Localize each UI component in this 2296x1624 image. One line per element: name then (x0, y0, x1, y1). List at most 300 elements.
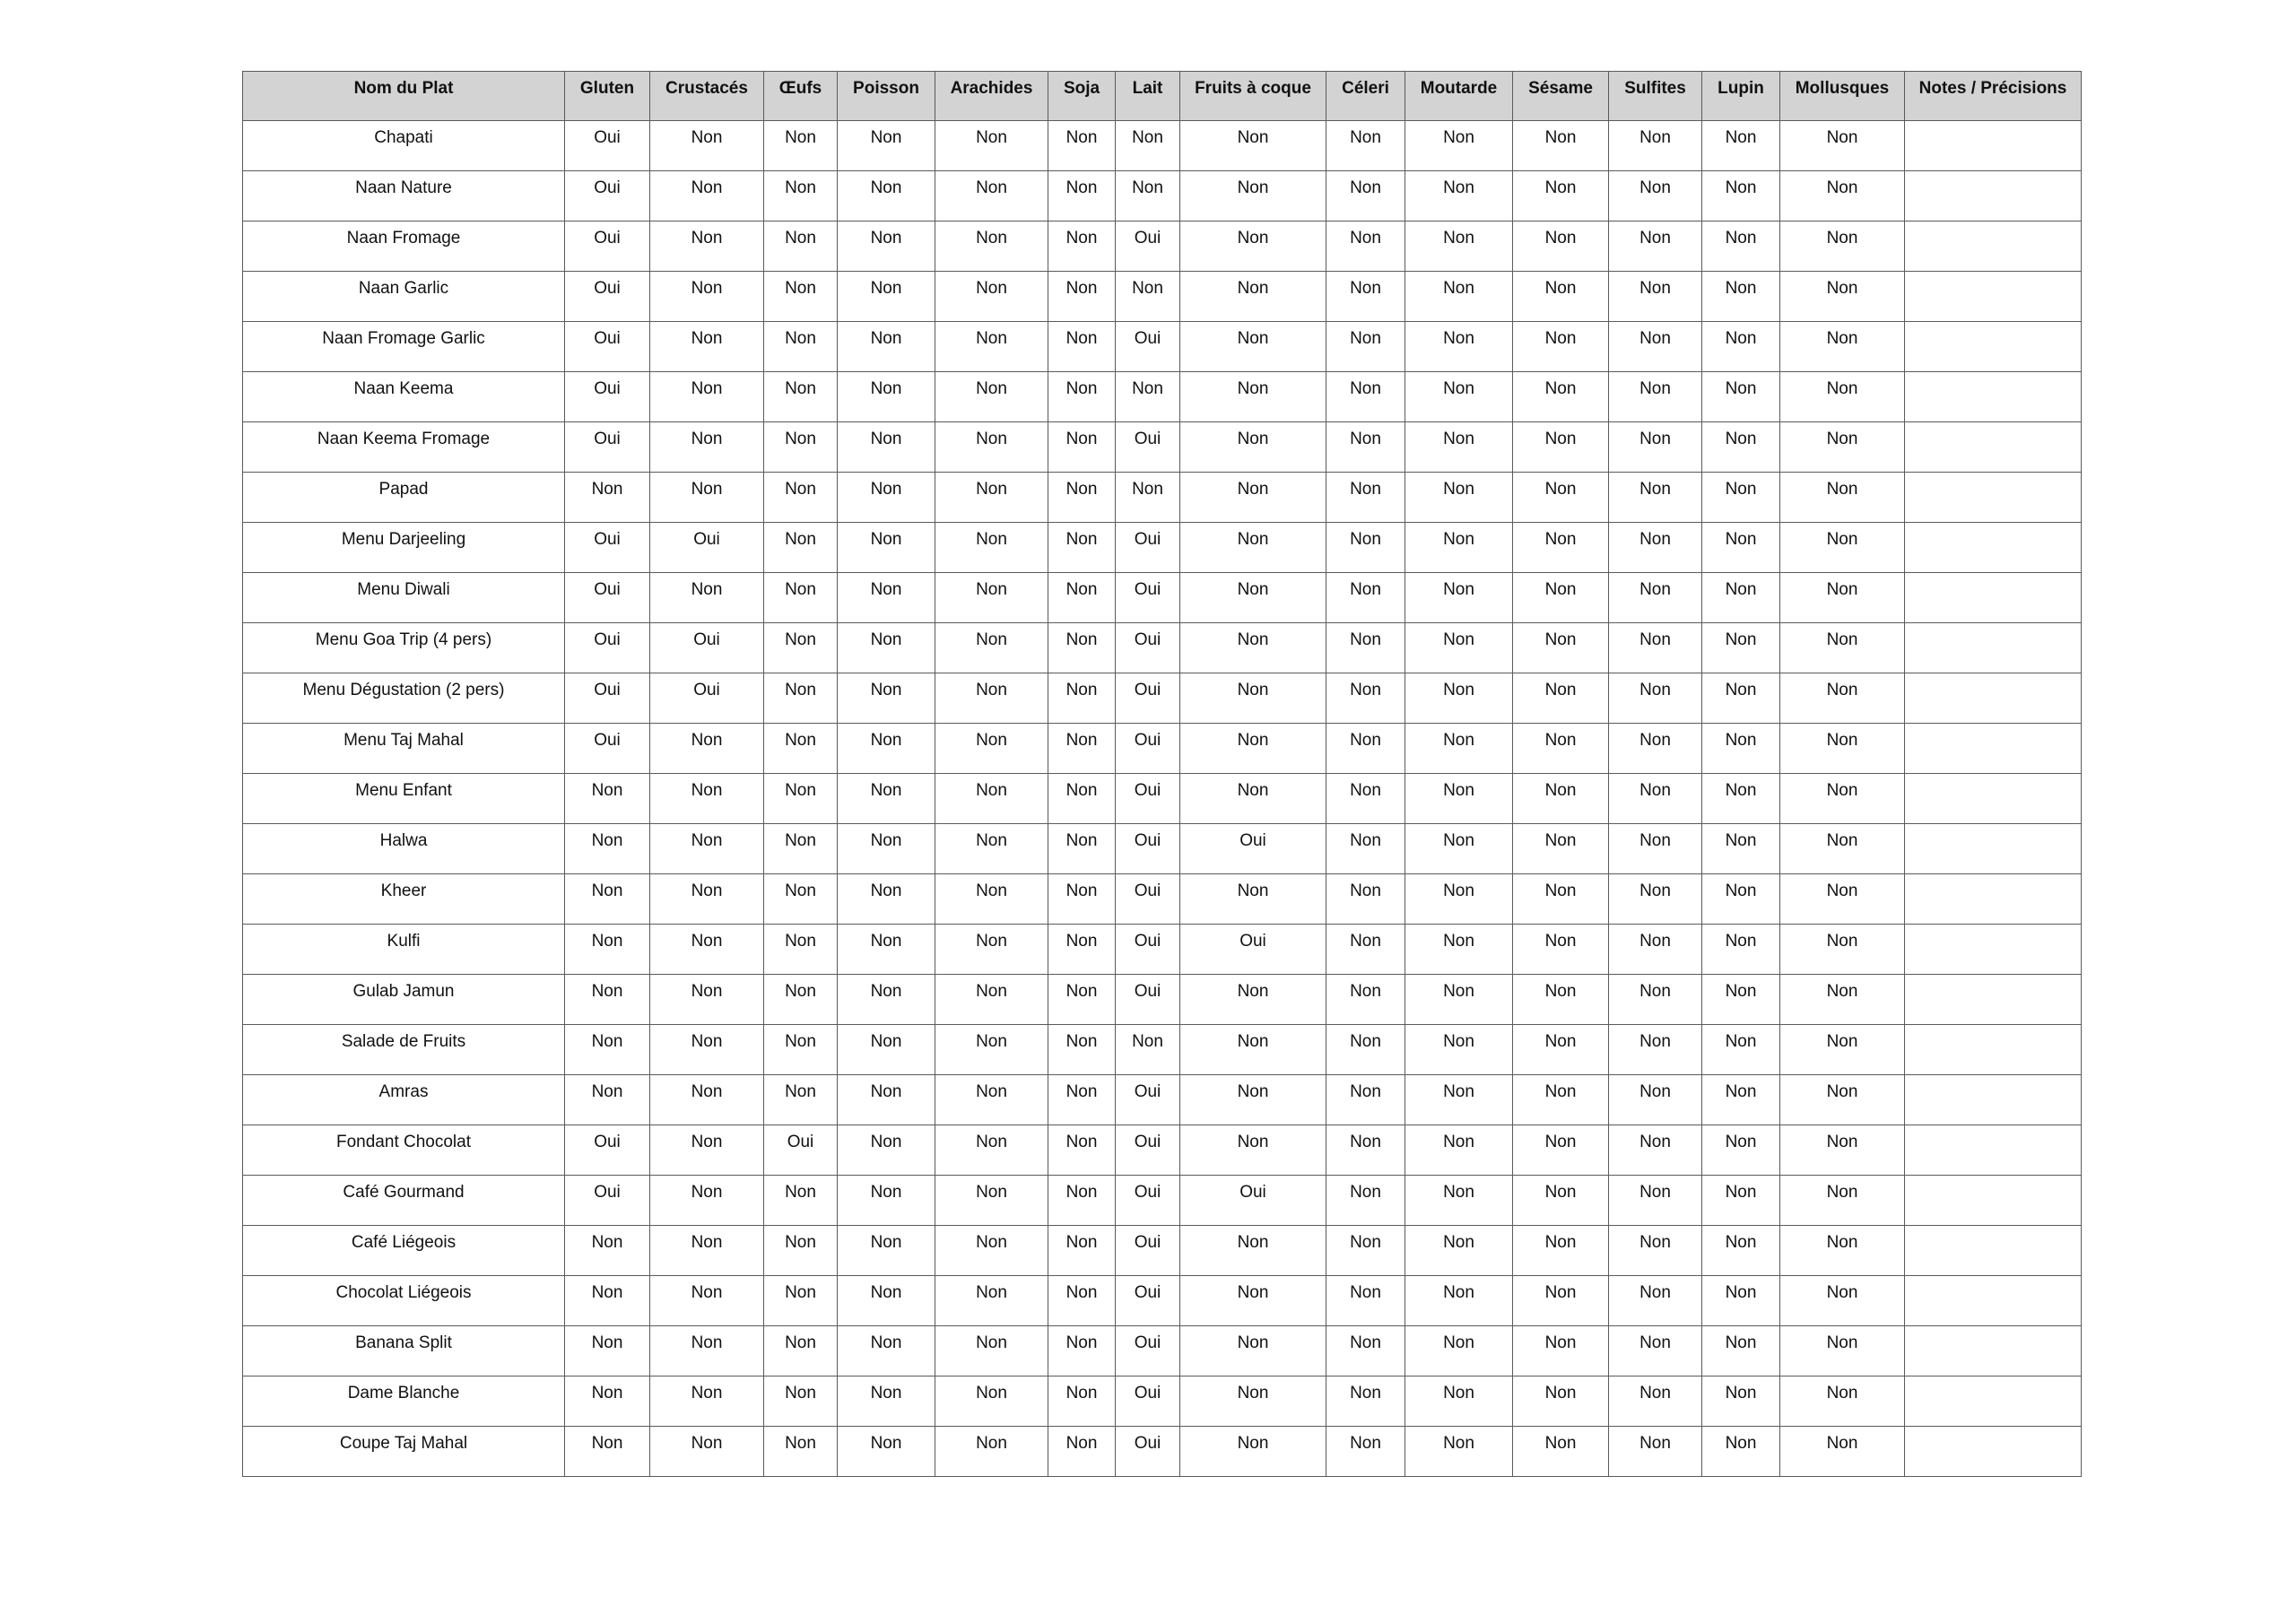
table-cell: Non (1180, 523, 1326, 573)
column-header: Sésame (1513, 72, 1609, 121)
dish-name-cell: Chapati (243, 121, 565, 171)
table-cell: Non (1609, 1427, 1702, 1477)
table-cell: Non (1326, 1226, 1405, 1276)
table-cell: Non (565, 975, 650, 1025)
table-cell: Non (935, 925, 1048, 975)
table-cell: Oui (1116, 1226, 1180, 1276)
table-cell: Non (1326, 724, 1405, 774)
table-cell: Non (1180, 975, 1326, 1025)
table-cell: Non (1405, 724, 1513, 774)
table-cell: Non (650, 1176, 764, 1226)
table-cell: Oui (1116, 523, 1180, 573)
table-cell: Non (1180, 1376, 1326, 1427)
table-cell: Non (1609, 925, 1702, 975)
table-cell: Non (1048, 1226, 1116, 1276)
table-cell: Non (565, 1025, 650, 1075)
table-cell: Non (1513, 322, 1609, 372)
table-cell: Oui (565, 322, 650, 372)
table-cell: Non (1326, 121, 1405, 171)
table-cell: Non (1780, 1125, 1905, 1176)
table-cell: Non (1609, 171, 1702, 221)
table-cell: Non (935, 1326, 1048, 1376)
table-cell: Oui (565, 121, 650, 171)
table-cell: Non (764, 372, 838, 422)
table-cell: Non (1405, 874, 1513, 925)
table-cell: Non (935, 1075, 1048, 1125)
table-cell: Non (935, 1276, 1048, 1326)
table-cell: Non (1780, 975, 1905, 1025)
table-cell: Oui (565, 724, 650, 774)
column-header: Mollusques (1780, 72, 1905, 121)
table-cell: Oui (1180, 1176, 1326, 1226)
table-cell (1905, 1276, 2082, 1326)
table-cell: Non (1180, 1276, 1326, 1326)
table-cell: Non (1780, 1226, 1905, 1276)
table-cell: Non (565, 925, 650, 975)
table-cell: Non (1702, 874, 1780, 925)
table-cell: Non (650, 221, 764, 272)
table-cell: Non (1048, 171, 1116, 221)
table-cell: Non (838, 1176, 935, 1226)
table-cell (1905, 573, 2082, 623)
table-header (243, 72, 2082, 121)
table-cell: Non (1326, 422, 1405, 473)
table-cell: Oui (565, 1176, 650, 1226)
table-cell: Non (1609, 1025, 1702, 1075)
table-cell: Non (1702, 422, 1780, 473)
table-cell: Non (838, 372, 935, 422)
table-cell: Non (1702, 372, 1780, 422)
table-cell: Non (838, 1326, 935, 1376)
table-cell: Non (650, 1226, 764, 1276)
table-cell: Non (1513, 874, 1609, 925)
table-cell: Non (1702, 573, 1780, 623)
table-cell: Non (838, 925, 935, 975)
table-cell: Non (935, 623, 1048, 673)
table-cell: Non (838, 121, 935, 171)
table-cell: Non (1513, 473, 1609, 523)
dish-name-cell: Kheer (243, 874, 565, 925)
table-cell: Non (1609, 422, 1702, 473)
table-cell: Non (838, 1226, 935, 1276)
table-cell: Non (1326, 623, 1405, 673)
table-cell: Non (565, 1075, 650, 1125)
column-header: Œufs (764, 72, 838, 121)
table-cell: Non (565, 874, 650, 925)
table-cell: Non (650, 121, 764, 171)
table-cell: Non (1180, 272, 1326, 322)
table-cell: Non (565, 774, 650, 824)
column-header: Soja (1048, 72, 1116, 121)
table-cell: Oui (565, 422, 650, 473)
table-row (243, 372, 2082, 422)
table-cell: Oui (565, 523, 650, 573)
table-row (243, 673, 2082, 724)
table-cell: Non (1326, 874, 1405, 925)
table-cell: Non (565, 1427, 650, 1477)
table-cell: Non (1180, 1226, 1326, 1276)
dish-name-cell: Papad (243, 473, 565, 523)
table-cell: Non (1609, 272, 1702, 322)
table-cell: Non (1780, 523, 1905, 573)
table-cell: Non (1780, 673, 1905, 724)
table-body (243, 121, 2082, 1477)
table-cell: Oui (1116, 1176, 1180, 1226)
table-cell (1905, 774, 2082, 824)
table-cell: Non (1180, 874, 1326, 925)
table-cell (1905, 1376, 2082, 1427)
table-cell: Non (1326, 272, 1405, 322)
table-cell: Oui (1116, 774, 1180, 824)
table-cell: Non (1702, 221, 1780, 272)
table-cell: Non (1513, 824, 1609, 874)
table-cell: Oui (565, 171, 650, 221)
table-cell: Non (1609, 874, 1702, 925)
table-cell: Non (1702, 523, 1780, 573)
table-cell: Non (1180, 1075, 1326, 1125)
table-cell: Oui (1116, 1427, 1180, 1477)
table-cell: Non (650, 774, 764, 824)
table-cell (1905, 523, 2082, 573)
table-cell: Non (1405, 975, 1513, 1025)
column-header: Poisson (838, 72, 935, 121)
table-cell: Non (1180, 121, 1326, 171)
table-cell: Non (1702, 1427, 1780, 1477)
table-cell: Oui (1116, 573, 1180, 623)
table-cell: Non (1405, 372, 1513, 422)
table-cell: Non (1513, 1075, 1609, 1125)
dish-name-cell: Banana Split (243, 1326, 565, 1376)
table-cell: Non (1326, 1025, 1405, 1075)
column-header: Lupin (1702, 72, 1780, 121)
dish-name-cell: Menu Diwali (243, 573, 565, 623)
table-cell: Non (1780, 473, 1905, 523)
table-cell: Non (650, 1025, 764, 1075)
table-cell: Non (1180, 774, 1326, 824)
dish-name-cell: Menu Goa Trip (4 pers) (243, 623, 565, 673)
column-header: Nom du Plat (243, 72, 565, 121)
table-cell (1905, 272, 2082, 322)
table-cell: Non (935, 171, 1048, 221)
table-cell: Non (650, 874, 764, 925)
table-cell (1905, 1226, 2082, 1276)
table-cell: Non (764, 925, 838, 975)
column-header: Crustacés (650, 72, 764, 121)
table-row (243, 623, 2082, 673)
column-header: Notes / Précisions (1905, 72, 2082, 121)
column-header: Arachides (935, 72, 1048, 121)
table-cell: Non (838, 523, 935, 573)
table-row (243, 824, 2082, 874)
table-cell: Non (838, 874, 935, 925)
table-cell (1905, 422, 2082, 473)
table-cell: Non (1326, 1427, 1405, 1477)
table-cell: Oui (565, 673, 650, 724)
table-cell: Non (1702, 1326, 1780, 1376)
table-cell: Non (1180, 1025, 1326, 1075)
table-cell: Non (838, 1276, 935, 1326)
table-cell: Oui (1116, 724, 1180, 774)
table-cell: Non (1609, 1376, 1702, 1427)
table-cell: Non (650, 372, 764, 422)
table-cell: Non (1780, 774, 1905, 824)
table-cell: Non (764, 272, 838, 322)
table-cell: Non (1116, 1025, 1180, 1075)
table-cell: Non (650, 473, 764, 523)
table-cell: Oui (1116, 1075, 1180, 1125)
table-cell: Non (764, 121, 838, 171)
table-cell: Oui (565, 272, 650, 322)
table-cell: Oui (1116, 1276, 1180, 1326)
table-cell: Non (1780, 121, 1905, 171)
table-cell: Non (1780, 1326, 1905, 1376)
table-cell: Non (1326, 1125, 1405, 1176)
table-cell: Non (764, 473, 838, 523)
table-cell: Non (1702, 1125, 1780, 1176)
dish-name-cell: Menu Taj Mahal (243, 724, 565, 774)
dish-name-cell: Naan Keema Fromage (243, 422, 565, 473)
table-cell: Non (1780, 422, 1905, 473)
table-cell: Non (1780, 1276, 1905, 1326)
table-cell: Non (1326, 975, 1405, 1025)
table-cell: Non (838, 272, 935, 322)
table-cell: Oui (650, 523, 764, 573)
table-cell: Non (650, 925, 764, 975)
table-cell: Non (838, 673, 935, 724)
dish-name-cell: Naan Fromage (243, 221, 565, 272)
table-cell: Non (1405, 523, 1513, 573)
table-row (243, 774, 2082, 824)
table-cell: Non (1780, 1025, 1905, 1075)
table-cell: Non (650, 724, 764, 774)
table-cell: Non (1326, 523, 1405, 573)
table-cell (1905, 322, 2082, 372)
table-cell: Non (1609, 473, 1702, 523)
dish-name-cell: Salade de Fruits (243, 1025, 565, 1075)
table-cell: Non (838, 422, 935, 473)
table-cell: Non (1326, 925, 1405, 975)
table-cell: Non (1405, 322, 1513, 372)
table-cell: Oui (1116, 874, 1180, 925)
table-cell: Non (1405, 623, 1513, 673)
table-cell: Non (1180, 673, 1326, 724)
table-cell: Non (935, 473, 1048, 523)
table-cell: Non (1513, 1376, 1609, 1427)
table-cell: Non (1048, 221, 1116, 272)
table-cell: Non (1180, 623, 1326, 673)
table-cell: Non (1048, 322, 1116, 372)
table-cell: Non (935, 1125, 1048, 1176)
table-cell: Non (838, 623, 935, 673)
table-cell (1905, 221, 2082, 272)
table-row (243, 1427, 2082, 1477)
dish-name-cell: Naan Keema (243, 372, 565, 422)
table-cell: Non (1048, 975, 1116, 1025)
table-cell: Non (1048, 774, 1116, 824)
table-cell: Non (1780, 272, 1905, 322)
table-cell: Non (1513, 171, 1609, 221)
dish-name-cell: Amras (243, 1075, 565, 1125)
table-cell: Non (1405, 573, 1513, 623)
table-cell: Non (1405, 272, 1513, 322)
table-cell: Oui (764, 1125, 838, 1176)
table-cell: Non (1405, 925, 1513, 975)
table-cell: Non (650, 272, 764, 322)
table-cell: Non (1513, 1326, 1609, 1376)
table-cell: Non (1048, 523, 1116, 573)
table-cell: Non (935, 523, 1048, 573)
table-cell: Non (935, 372, 1048, 422)
table-cell: Oui (1116, 1125, 1180, 1176)
table-row (243, 1125, 2082, 1176)
table-cell: Non (1609, 1326, 1702, 1376)
table-cell: Non (1405, 1427, 1513, 1477)
table-cell: Oui (1116, 322, 1180, 372)
table-cell: Non (1513, 975, 1609, 1025)
table-cell: Non (1048, 874, 1116, 925)
table-cell: Non (764, 874, 838, 925)
table-cell: Oui (1116, 824, 1180, 874)
table-cell: Non (1405, 121, 1513, 171)
table-row (243, 322, 2082, 372)
table-cell: Non (764, 1025, 838, 1075)
table-cell: Non (650, 1276, 764, 1326)
table-cell: Non (1780, 221, 1905, 272)
table-cell: Non (1116, 171, 1180, 221)
dish-name-cell: Menu Enfant (243, 774, 565, 824)
table-cell: Non (935, 322, 1048, 372)
table-cell: Non (1702, 724, 1780, 774)
table-cell: Non (935, 121, 1048, 171)
table-cell: Non (1048, 121, 1116, 171)
dish-name-cell: Menu Darjeeling (243, 523, 565, 573)
table-cell: Non (838, 724, 935, 774)
column-header: Céleri (1326, 72, 1405, 121)
table-cell: Non (1780, 623, 1905, 673)
table-cell: Non (764, 573, 838, 623)
table-cell: Non (935, 573, 1048, 623)
dish-name-cell: Naan Nature (243, 171, 565, 221)
allergen-table (242, 71, 2082, 1477)
table-cell: Oui (1116, 975, 1180, 1025)
table-cell: Non (1048, 1376, 1116, 1427)
table-cell: Non (838, 824, 935, 874)
table-cell: Non (838, 975, 935, 1025)
table-cell: Non (565, 473, 650, 523)
table-cell (1905, 171, 2082, 221)
table-cell: Non (1780, 1176, 1905, 1226)
table-cell: Non (1780, 322, 1905, 372)
table-cell: Non (1048, 272, 1116, 322)
dish-name-cell: Dame Blanche (243, 1376, 565, 1427)
table-row (243, 573, 2082, 623)
dish-name-cell: Menu Dégustation (2 pers) (243, 673, 565, 724)
table-cell: Non (838, 1125, 935, 1176)
table-cell: Non (1405, 422, 1513, 473)
table-cell: Non (935, 1376, 1048, 1427)
table-cell: Non (1780, 824, 1905, 874)
table-cell: Non (1702, 171, 1780, 221)
table-cell: Non (1048, 1025, 1116, 1075)
table-cell: Non (1609, 774, 1702, 824)
table-cell: Non (764, 673, 838, 724)
table-cell: Non (838, 473, 935, 523)
table-cell: Non (1702, 1025, 1780, 1075)
table-cell: Non (1609, 121, 1702, 171)
table-cell: Non (1702, 1226, 1780, 1276)
dish-name-cell: Café Liégeois (243, 1226, 565, 1276)
table-cell (1905, 1427, 2082, 1477)
table-cell (1905, 724, 2082, 774)
table-cell: Non (1609, 1075, 1702, 1125)
table-cell: Non (650, 573, 764, 623)
table-cell (1905, 1025, 2082, 1075)
table-cell (1905, 824, 2082, 874)
table-cell: Non (1326, 1276, 1405, 1326)
table-cell: Non (1513, 121, 1609, 171)
dish-name-cell: Halwa (243, 824, 565, 874)
table-cell: Non (935, 1427, 1048, 1477)
table-cell: Non (1780, 171, 1905, 221)
table-cell: Non (1326, 1176, 1405, 1226)
table-cell: Non (1180, 372, 1326, 422)
table-cell: Non (1513, 573, 1609, 623)
table-cell: Non (764, 1075, 838, 1125)
table-cell: Non (1609, 1276, 1702, 1326)
table-cell (1905, 673, 2082, 724)
table-cell: Non (1513, 1427, 1609, 1477)
table-cell: Non (1513, 724, 1609, 774)
table-cell: Non (650, 975, 764, 1025)
table-cell (1905, 473, 2082, 523)
table-cell: Non (1048, 1276, 1116, 1326)
table-row (243, 724, 2082, 774)
table-cell: Non (1405, 1376, 1513, 1427)
table-row (243, 1326, 2082, 1376)
dish-name-cell: Naan Fromage Garlic (243, 322, 565, 372)
dish-name-cell: Kulfi (243, 925, 565, 975)
table-row (243, 1276, 2082, 1326)
table-cell: Non (1326, 1326, 1405, 1376)
table-cell: Non (764, 1276, 838, 1326)
table-cell: Non (565, 824, 650, 874)
table-cell: Non (1513, 523, 1609, 573)
table-cell: Non (1513, 673, 1609, 724)
table-cell (1905, 1326, 2082, 1376)
table-cell: Non (1405, 824, 1513, 874)
table-cell: Non (1180, 724, 1326, 774)
table-cell: Non (1116, 272, 1180, 322)
table-cell: Non (1702, 322, 1780, 372)
table-cell: Non (1513, 1025, 1609, 1075)
table-cell: Non (1180, 422, 1326, 473)
table-cell: Oui (1180, 824, 1326, 874)
table-cell: Non (565, 1276, 650, 1326)
table-row (243, 171, 2082, 221)
table-cell: Non (565, 1326, 650, 1376)
table-cell (1905, 121, 2082, 171)
table-cell: Non (764, 1376, 838, 1427)
column-header: Lait (1116, 72, 1180, 121)
table-cell: Oui (565, 221, 650, 272)
table-cell: Non (764, 824, 838, 874)
table-cell: Non (838, 1376, 935, 1427)
table-cell: Non (1048, 422, 1116, 473)
table-cell: Non (935, 1176, 1048, 1226)
dish-name-cell: Coupe Taj Mahal (243, 1427, 565, 1477)
table-cell: Non (1513, 1276, 1609, 1326)
table-cell: Oui (650, 673, 764, 724)
